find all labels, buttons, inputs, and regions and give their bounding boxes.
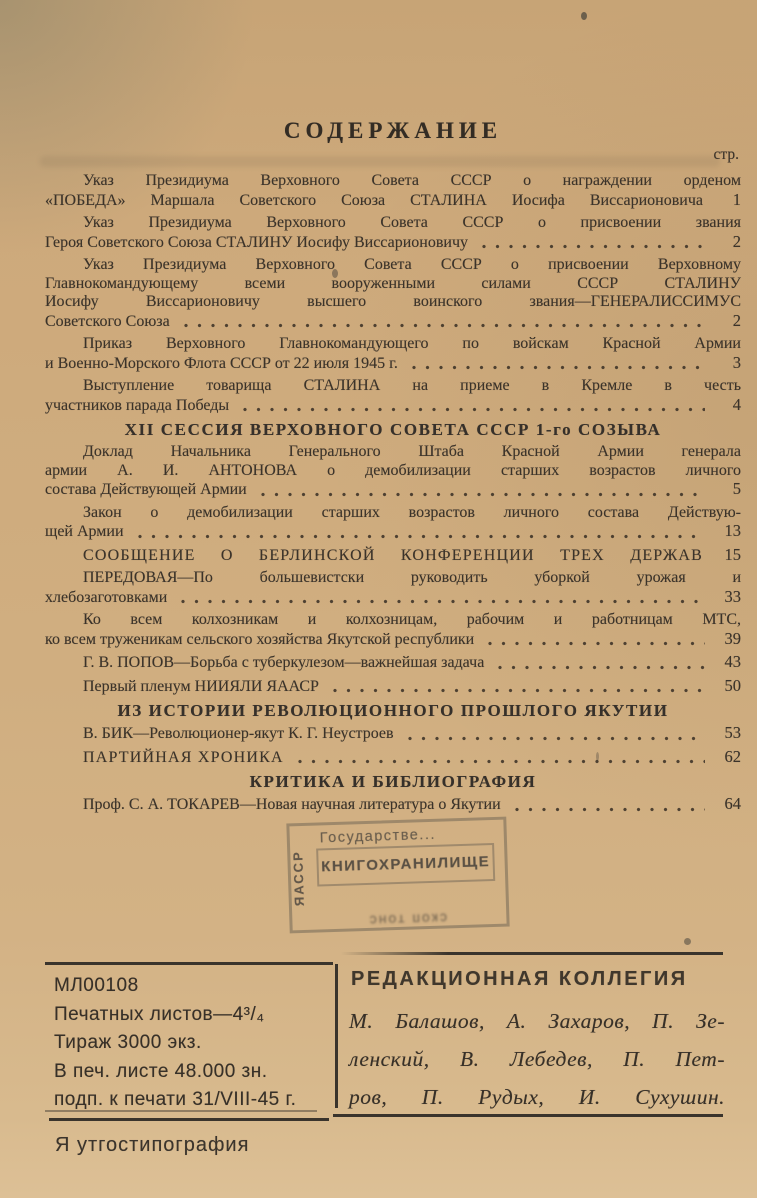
toc-entry-lastline: [45, 191, 741, 211]
toc-page-number: 50: [724, 675, 741, 695]
toc-entry: [45, 653, 741, 673]
toc-entry-line: Ко всем колхозникам и колхозницам, рабочим и работницам МТС,: [83, 611, 741, 628]
toc-page-number: 2: [732, 231, 741, 251]
toc-page-number: 62: [724, 746, 741, 766]
dot-leader: [138, 534, 705, 539]
toc-entry-lastline: [45, 522, 741, 542]
toc-entry: [45, 443, 741, 500]
toc-page-number: 13: [724, 521, 741, 540]
toc-entry: [45, 335, 741, 373]
toc-entry-text: хлебозаготовками: [45, 588, 168, 606]
editorial-board-names: [349, 1002, 725, 1116]
toc-entry: [45, 724, 741, 744]
toc-entry: [45, 677, 741, 697]
stamp-side-text: ЯАССР: [290, 849, 307, 907]
toc-entry-lastline: [45, 630, 741, 650]
imprint-rule-top-right: [341, 952, 723, 955]
toc-entry-text: Советского Союза: [45, 312, 170, 330]
imprint-left-line: подп. к печати 31/VIII-45 г.: [54, 1089, 297, 1110]
toc-entry-text: участников парада Победы: [45, 396, 230, 414]
toc-entry-line: Указ Президиума Верховного Совета СССР о присвоении звания: [83, 214, 741, 231]
toc-entry-text: СООБЩЕНИЕ О БЕРЛИНСКОЙ КОНФЕРЕНЦИИ ТРЕХ ДЕРЖАВ: [83, 546, 703, 564]
imprint-left-line: В печ. листе 48.000 зн.: [54, 1060, 268, 1082]
toc-entry-lastline: [45, 795, 741, 815]
editorial-board-line: ров, П. Рудых, И. Сухушин.: [349, 1085, 725, 1109]
toc-page-number: 1: [732, 189, 741, 209]
toc-entry-text: ПАРТИЙНАЯ ХРОНИКА: [83, 748, 284, 766]
toc-entry-text: щей Армии: [45, 523, 124, 540]
toc-entry: [45, 546, 741, 566]
toc-entry-lastline: [45, 677, 741, 697]
ink-speck: [684, 938, 691, 945]
dot-leader: [498, 665, 705, 670]
toc-entry-line: Иосифу Виссарионовичу высшего воинского звания—ГЕНЕРАЛИССИМУС: [45, 293, 741, 310]
toc-entry-text: Первый пленум НИИЯЛИ ЯААСР: [83, 677, 319, 695]
toc-section-heading: КРИТИКА И БИБЛИОГРАФИЯ: [249, 772, 537, 791]
imprint-rule-bottom-left: [49, 1118, 329, 1121]
toc-page-number: 39: [724, 628, 741, 648]
dot-leader: [184, 323, 705, 328]
page-title: СОДЕРЖАНИЕ: [283, 118, 503, 143]
toc-entry-text: Проф. С. А. ТОКАРЕВ—Новая научная литература о Якутии: [83, 796, 501, 813]
toc-entry-line: ПЕРЕДОВАЯ—По большевистски руководить уборкой урожая и: [83, 569, 741, 586]
toc-entry-line: Главнокомандующему всеми вооруженными силами СССР СТАЛИНУ: [45, 274, 741, 292]
stamp-smudge-text: скоп тонс: [367, 910, 448, 929]
toc-entry-line: Доклад Начальника Генерального Штаба Красной Армии генерала: [83, 443, 741, 460]
toc-entry: [45, 214, 741, 252]
toc-page-number: 64: [724, 794, 741, 813]
toc-entry-text: Героя Советского Союза СТАЛИНУ Иосифу Виссарионовичу: [45, 233, 468, 251]
toc-entry-text: Г. В. ПОПОВ—Борьба с туберкулезом—важнейшая задача: [83, 654, 485, 671]
dot-leader: [243, 407, 705, 412]
toc-entries: [45, 172, 741, 815]
toc-page-number: 4: [732, 394, 741, 414]
toc-entry-text: и Военно-Морского Флота СССР от 22 июля 1945 г.: [45, 354, 398, 372]
editorial-board-line: ленский, В. Лебедев, П. Пет-: [349, 1047, 725, 1071]
imprint-left-line: Тираж 3000 экз.: [54, 1032, 202, 1053]
library-stamp: [286, 817, 509, 934]
imprint-left-column: [54, 972, 296, 1115]
toc-entry-lastline: [45, 588, 741, 608]
dot-leader: [261, 492, 705, 497]
imprint-divider: [335, 964, 338, 1108]
dot-leader: [482, 244, 705, 249]
toc-page-number: 53: [724, 723, 741, 742]
toc-entry-lastline: [45, 653, 741, 673]
toc-section-heading: ИЗ ИСТОРИИ РЕВОЛЮЦИОННОГО ПРОШЛОГО ЯКУТИИ: [117, 701, 669, 720]
toc-entry-lastline: [45, 233, 741, 253]
stamp-main-text: КНИГОХРАНИЛИЩЕ: [316, 843, 495, 887]
imprint-rule-top-left: [45, 962, 333, 965]
toc-entry-lastline: [45, 480, 741, 500]
toc-section-heading: XII СЕССИЯ ВЕРХОВНОГО СОВЕТА СССР 1-го СОЗЫВА: [124, 420, 662, 439]
toc-entry: [45, 377, 741, 415]
toc-entry: [45, 748, 741, 768]
table-of-contents: [45, 118, 741, 819]
imprint-left-line: МЛ00108: [54, 975, 139, 996]
toc-entry-line: Приказ Верховного Главнокомандующего по войскам Красной Армии: [83, 335, 741, 352]
toc-entry-lastline: [45, 748, 741, 768]
page-column-label: стр.: [713, 146, 739, 163]
toc-entry: [45, 569, 741, 607]
toc-entry: [45, 504, 741, 542]
toc-entry: [45, 256, 741, 331]
stamp-org-line: Государстве...: [319, 826, 437, 847]
toc-page-number: 43: [724, 652, 741, 671]
dot-leader: [298, 759, 705, 764]
toc-entry-line: Указ Президиума Верховного Совета СССР о награждении орденом: [83, 172, 741, 189]
dot-leader: [488, 641, 705, 646]
editorial-board-title: РЕДАКЦИОННАЯ КОЛЛЕГИЯ: [351, 968, 688, 990]
toc-page-number: 33: [724, 586, 741, 606]
toc-entry-lastline: [45, 724, 741, 744]
toc-entry: [45, 611, 741, 649]
editorial-board-line: М. Балашов, А. Захаров, П. Зе-: [349, 1009, 725, 1033]
toc-entry-lastline: [45, 354, 741, 374]
toc-entry-line: Указ Президиума Верховного Совета СССР о присвоении Верховному: [83, 256, 741, 273]
dot-leader: [408, 736, 705, 741]
dot-leader: [333, 688, 705, 693]
toc-entry-text: В. БИК—Революционер-якут К. Г. Неустроев: [83, 725, 394, 742]
toc-page-number: 5: [732, 479, 741, 498]
toc-entry-lastline: [45, 546, 741, 566]
toc-entry-line: Выступление товарища СТАЛИНА на приеме в Кремле в честь: [83, 377, 741, 394]
printer-name: Я утгостипография: [55, 1134, 250, 1156]
toc-page-number: 15: [724, 544, 741, 564]
toc-entry-text: состава Действующей Армии: [45, 481, 247, 498]
toc-entry-text: «ПОБЕДА» Маршала Советского Союза СТАЛИНА Иосифа Виссарионовича: [45, 191, 703, 209]
toc-entry-line: армии А. И. АНТОНОВА о демобилизации старших возрастов личного: [45, 461, 741, 479]
toc-entry: [45, 172, 741, 210]
dot-leader: [515, 807, 705, 812]
toc-entry-lastline: [45, 396, 741, 416]
toc-entry-lastline: [45, 312, 741, 332]
imprint-left-line: Печатных листов—4³/₄: [54, 1003, 265, 1025]
toc-page-number: 2: [732, 310, 741, 330]
ink-speck: [581, 12, 587, 20]
dot-leader: [412, 365, 705, 370]
toc-entry: [45, 795, 741, 815]
toc-entry-line: Закон о демобилизации старших возрастов личного состава Действую-: [83, 503, 741, 521]
toc-entry-text: ко всем труженикам сельского хозяйства Якутской республики: [45, 630, 475, 648]
imprint-block: [45, 946, 726, 1146]
toc-page-number: 3: [732, 352, 741, 372]
dot-leader: [181, 599, 705, 604]
